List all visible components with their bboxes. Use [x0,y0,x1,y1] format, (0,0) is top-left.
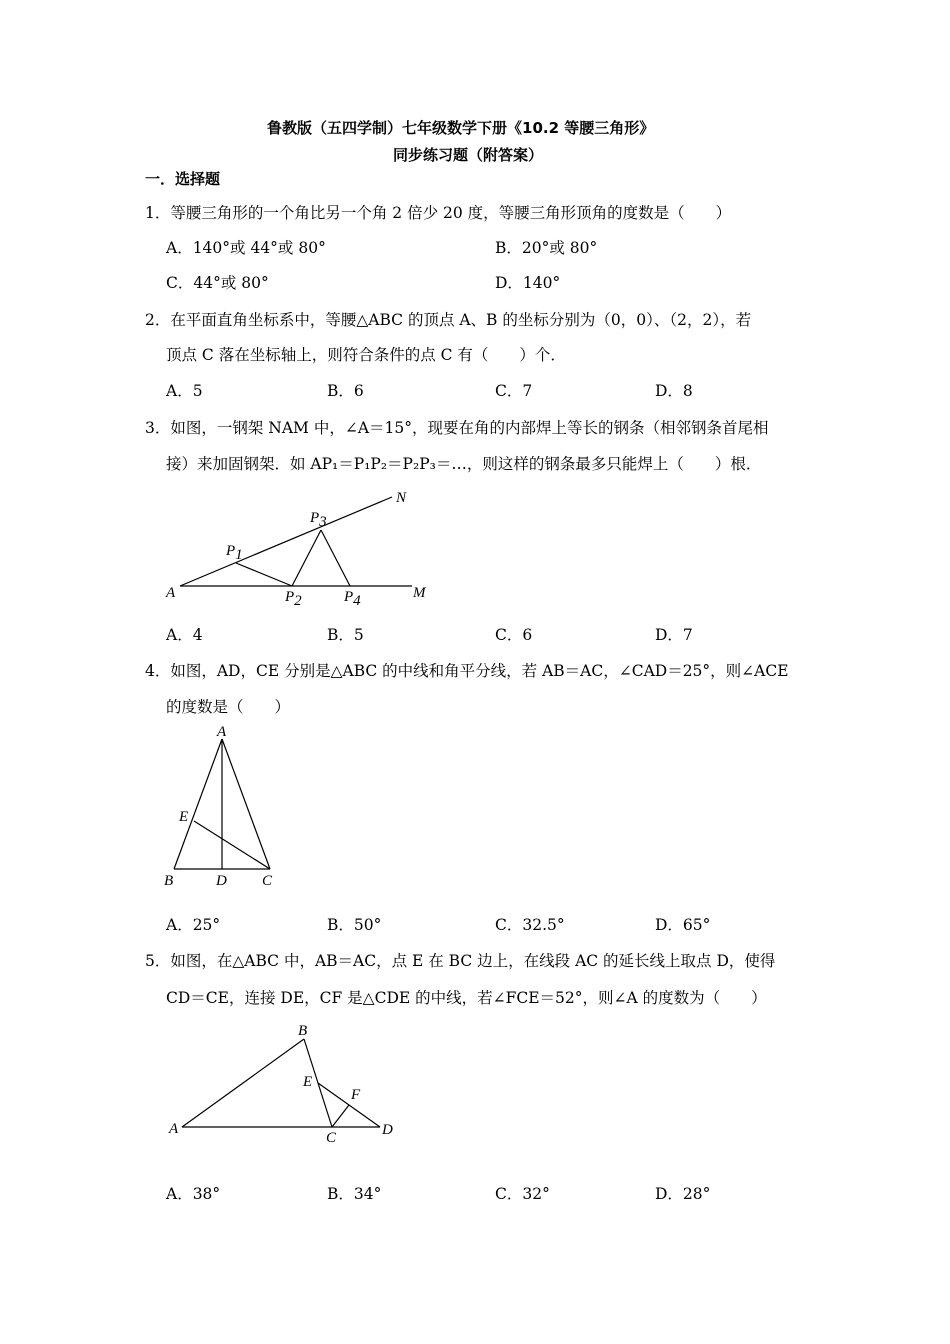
q3-stem-line1: 3．如图，一钢架 NAM 中，∠A＝15°，现要在角的内部焊上等长的钢条（相邻钢条首尾相 [145,419,769,437]
q2-stem-line2: 顶点 C 落在坐标轴上，则符合条件的点 C 有（ ）个． [166,346,566,364]
q4-option-c: C．32.5° [495,916,565,934]
q4-option-a: A．25° [166,916,221,934]
q5-option-d: D．28° [655,1185,711,1203]
page-title-line2: 同步练习题（附答案） [393,146,544,164]
q2-option-c: C．7 [495,382,533,400]
q4-label-a: A [217,724,227,740]
q3-label-n: N [396,490,407,506]
q3-label-p2: P2 [285,589,302,609]
q3-bar-p3p4 [321,530,350,586]
q4-stem-line1: 4．如图，AD，CE 分别是△ABC 的中线和角平分线，若 AB＝AC，∠CAD＝25°，则∠ACE [145,662,789,680]
q2-option-d: D．8 [655,382,693,400]
q3-option-c: C．6 [495,626,533,644]
q5-option-c: C．32° [495,1185,550,1203]
q1-option-b: B．20°或 80° [495,239,598,257]
q3-option-a: A．4 [166,626,203,644]
q4-label-e: E [179,809,189,825]
q5-stem-line2: CD＝CE，连接 DE，CF 是△CDE 的中线，若∠FCE＝52°，则∠A 的度数为（ ） [166,989,767,1007]
q3-ray-an [180,497,392,586]
q5-figure [160,1018,405,1148]
q5-label-a: A [169,1121,179,1137]
q3-label-p4: P4 [344,589,361,609]
q4-label-d: D [216,873,227,889]
q1-option-d: D．140° [495,274,561,292]
q4-label-c: C [262,873,273,889]
q4-side-ab [174,739,222,869]
q5-side-ab [182,1039,304,1127]
q5-label-b: B [298,1023,308,1039]
q4-option-b: B．50° [327,916,382,934]
q3-label-p1: P1 [226,543,243,563]
q5-option-a: A．38° [166,1185,221,1203]
q5-label-c: C [326,1130,337,1146]
q1-stem: 1．等腰三角形的一个角比另一个角 2 倍少 20 度，等腰三角形顶角的度数是（ ） [145,204,732,222]
q1-option-c: C．44°或 80° [166,274,269,292]
q3-label-a: A [166,585,176,601]
q4-side-ac [222,739,270,869]
q3-figure [160,485,440,615]
q3-option-b: B．5 [327,626,364,644]
q4-option-d: D．65° [655,916,711,934]
q5-stem-line1: 5．如图，在△ABC 中，AB＝AC，点 E 在 BC 边上，在线段 AC 的延长线上取点 D，使得 [145,952,776,970]
q5-label-e: E [303,1074,313,1090]
q5-option-b: B．34° [327,1185,382,1203]
q3-label-p3: P3 [310,510,327,530]
q3-bar-p1p2 [236,563,292,586]
q3-stem-line2: 接）来加固钢架．如 AP₁＝P₁P₂＝P₂P₃＝…，则这样的钢条最多只能焊上（ ）根． [166,455,762,473]
q4-stem-line2: 的度数是（ ） [166,698,291,716]
section-heading: 一．选择题 [145,170,221,188]
q4-bisector-ce [194,821,270,869]
q5-label-f: F [351,1087,361,1103]
q3-bar-p2p3 [292,530,321,586]
q4-label-b: B [164,873,174,889]
q3-option-d: D．7 [655,626,693,644]
q2-stem-line1: 2．在平面直角坐标系中，等腰△ABC 的顶点 A、B 的坐标分别为（0，0）、（2，2），若 [145,311,752,329]
q1-option-a: A．140°或 44°或 80° [166,239,326,257]
q2-option-b: B．6 [327,382,364,400]
q5-label-d: D [382,1122,393,1138]
q2-option-a: A．5 [166,382,203,400]
page-title-line1: 鲁教版（五四学制）七年级数学下册《10.2 等腰三角形》 [267,119,655,137]
q5-median-cf [332,1105,349,1127]
q3-label-m: M [413,585,426,601]
q4-figure [158,722,288,892]
